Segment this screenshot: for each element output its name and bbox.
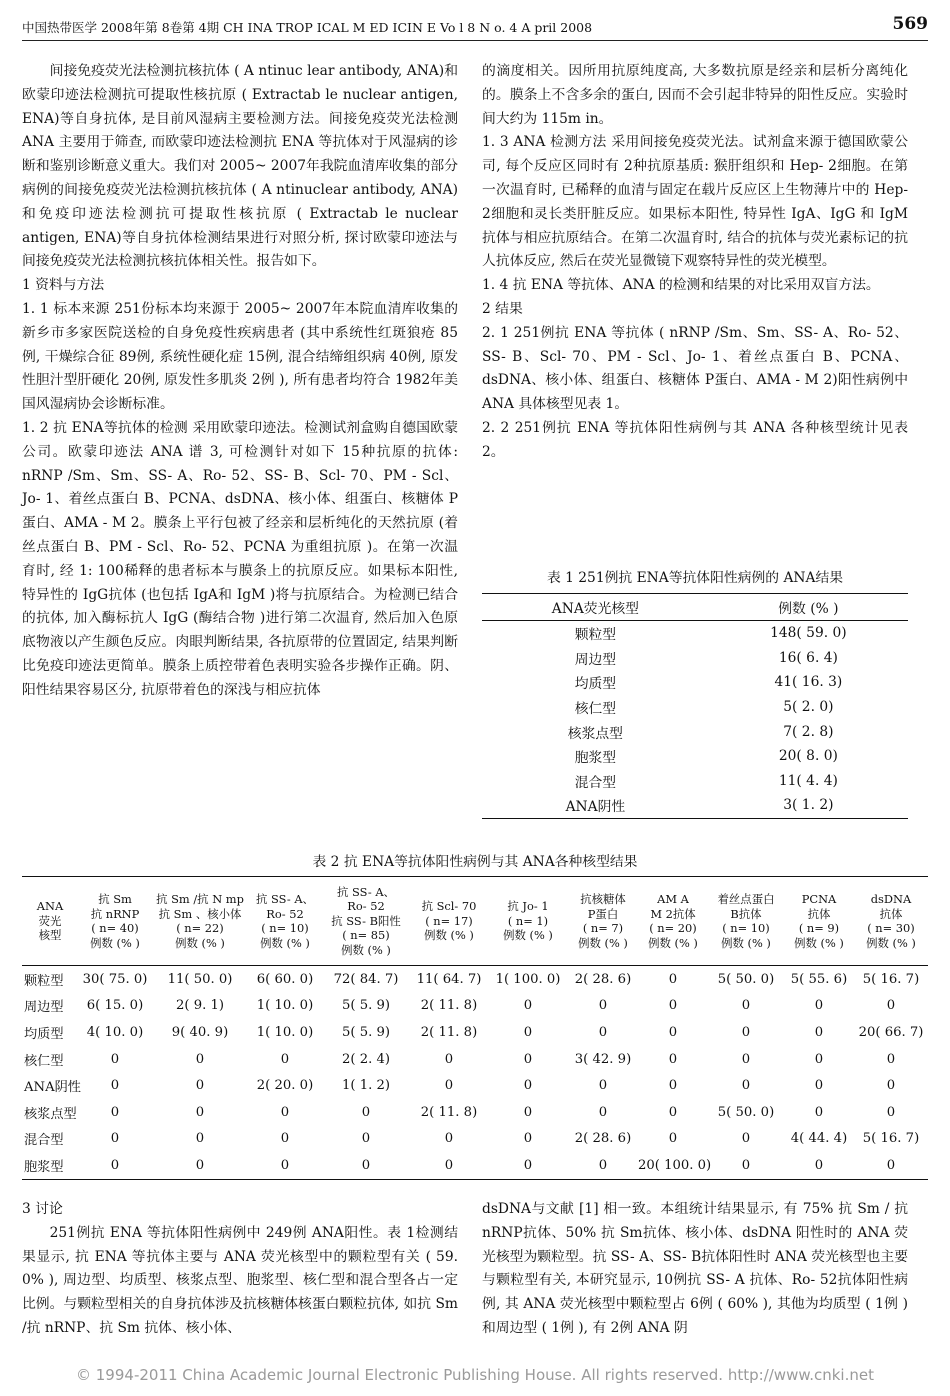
column-header: AM A M 2抗体 ( n= 20) 例数 (% ) [638,877,708,966]
column-header: dsDNA 抗体 ( n= 30) 例数 (% ) [854,877,928,966]
table-cell: 0 [668,998,678,1014]
table-cell: 0 [444,1078,454,1094]
table-cell: 5( 50. 0) [717,1104,775,1120]
table-row [22,1019,928,1046]
table-cell: 0 [110,1104,120,1120]
column-header: ANA 荧光 核型 [22,877,78,966]
table-cell: 0 [741,1157,751,1173]
table-cell: 核浆点型 [24,1106,77,1122]
table-cell: 0 [598,998,608,1014]
section-paragraph: 1. 4 抗 ENA 等抗体、ANA 的检测和结果的对比采用双盲方法。 [482,277,880,294]
table-cell: 11( 50. 0) [167,971,233,987]
table-cell: 1( 1. 2) [341,1078,391,1094]
section-paragraph: 3 讨论 [22,1201,63,1217]
table-cell: 5( 16. 7) [862,1131,920,1147]
table-cell: 0 [280,1131,290,1147]
table-cell: 2( 11. 8) [420,1024,478,1040]
table-cell: 0 [110,1131,120,1147]
table-cell: 0 [886,1157,896,1173]
table-cell: 0 [110,1078,120,1094]
section-paragraph: 1 资料与方法 [22,277,105,294]
table-cell: 0 [444,1051,454,1067]
table-cell: 周边型 [574,651,617,668]
section-paragraph: 2. 1 251例抗 ENA 等抗体 ( nRNP /Sm、Sm、SS- A、Ro- 52、SS- B、Scl- 70、PM - Scl、Jo- 1、着丝点蛋白 B、PCNA、dsDNA、核小体、组蛋白、核糖体 P蛋白、AMA - M 2)阳性病例中 ANA 具体核型见表 1。 [482,324,908,413]
column-header: ANA荧光核型 [482,594,709,621]
table-cell: 5( 55. 6) [790,971,848,987]
table-row [22,1152,928,1179]
table-cell: 20( 66. 7) [858,1024,924,1040]
header-journal-info: 中国热带医学 2008年第 8卷第 4期 CH INA TROP ICAL M ED ICIN E Vo l 8 N o. 4 A pril 2008 [22,20,593,35]
table-row [22,1126,928,1153]
table-cell: 0 [523,1157,533,1173]
table-row [22,1072,928,1099]
table-cell: 0 [886,1051,896,1067]
table-cell: 0 [741,998,751,1014]
section-paragraph: 1. 2 抗 ENA等抗体的检测 采用欧蒙印迹法。检测试剂盒购自德国欧蒙公司。欧蒙印迹法 ANA 谱 3, 可检测针对如下 15种抗原的抗体: nRNP /Sm、Sm、SS- A、Ro- 52、SS- B、Scl- 70、PM - Scl、Jo- 1、着丝点蛋白 B、PCNA、dsDNA、核小体、组蛋白、核糖体 P蛋白、AMA - M 2。膜条上平行包被了经亲和层析纯化的天然抗原 (着丝点蛋白 B、PM - Scl、Ro- 52、PCNA 为重组抗原 )。在第一次温育时, 经 1: 100稀释的患者标本与膜条上的抗原反应。如果标本阳性, 特异性的 IgG抗体 (也包括 IgA和 IgM )将与抗原结合。为检测已结合的抗体, 加入酶标抗人 IgG (酶结合物 )进行第二次温育, 然后加入色原底物液以产生颜色反应。肉眼判断结果, 各抗原带的位置固定, 结果判断比免疫印迹法更简单。膜条上质控带着色表明实验各步操作正确。阴、阳性结果容易区分, 抗原带着色的深浅与相应抗体 [22,419,458,698]
table-cell: 0 [523,998,533,1014]
table-cell: 2( 28. 6) [574,971,632,987]
table-cell: 0 [886,1078,896,1094]
table-cell: 0 [444,1157,454,1173]
table-cell: 混合型 [574,774,617,791]
table-cell: 0 [598,1157,608,1173]
table-cell: 胞浆型 [24,1159,64,1175]
running-header [22,14,928,41]
table-cell: 混合型 [24,1133,64,1149]
table-cell: 9( 40. 9) [171,1024,229,1040]
table-row [482,744,908,769]
table-cell: 0 [523,1104,533,1120]
section-paragraph: 1. 1 标本来源 251份标本均来源于 2005~ 2007年本院血清库收集的新乡市多家医院送检的自身免疫性疾病患者 (其中系统性红斑狼疮 85例, 干燥综合征 89例, 系统性硬化症 15例, 混合结缔组织病 40例, 原发性胆汁型肝硬化 20例, 原发性多肌炎 2例 ), 所有患者均符合 1982年美国风湿病协会诊断标准。 [22,300,458,413]
table-cell: 2( 11. 8) [420,1104,478,1120]
table-cell: 6( 60. 0) [256,971,314,987]
table-cell: 均质型 [24,1026,64,1042]
table-cell: 0 [668,1078,678,1094]
table2 [22,876,928,1180]
table-cell: ANA阴性 [565,799,626,816]
table-cell: 20( 8. 0) [778,748,838,765]
table-row [22,1099,928,1126]
table-cell: 11( 64. 7) [416,971,482,987]
table-cell: 0 [195,1131,205,1147]
column-header: 抗核糖体 P蛋白 ( n= 7) 例数 (% ) [568,877,638,966]
table-cell: 16( 6. 4) [778,649,838,666]
table-cell: 0 [280,1157,290,1173]
table-cell: 0 [886,1104,896,1120]
table-cell: 0 [741,1131,751,1147]
table-cell: 颗粒型 [574,627,617,644]
table-cell: 2( 2. 4) [341,1051,391,1067]
column-header: PCNA 抗体 ( n= 9) 例数 (% ) [784,877,854,966]
table-cell: 0 [814,1024,824,1040]
table-cell: 2( 9. 1) [175,998,225,1014]
table-cell: 0 [598,1104,608,1120]
table-cell: 4( 10. 0) [86,1024,144,1040]
table-cell: 11( 4. 4) [778,772,838,789]
table-cell: 0 [668,1104,678,1120]
table1-header-row [482,594,908,621]
table-cell: 0 [361,1104,371,1120]
column-header: 抗 Sm 抗 nRNP ( n= 40) 例数 (% ) [78,877,152,966]
table-cell: 0 [523,1024,533,1040]
table-cell: 0 [814,1078,824,1094]
table-cell: 41( 16. 3) [774,674,843,691]
column-header: 例数 (% ) [709,594,908,621]
section-paragraph: 2 结果 [482,300,523,317]
table-cell: 5( 2. 0) [783,699,834,716]
discussion-left-column [22,1198,458,1341]
table2-caption: 表 2 抗 ENA等抗体阳性病例与其 ANA各种核型结果 [312,854,638,870]
discussion-right-column [482,1198,908,1341]
table-cell: 0 [444,1131,454,1147]
table-cell: 0 [195,1157,205,1173]
table-cell: 0 [523,1078,533,1094]
table-cell: 3( 1. 2) [783,797,834,814]
table-cell: 颗粒型 [24,973,64,989]
copyright-footer: © 1994-2011 China Academic Journal Electronic Publishing House. All rights reserved. http://www.cnki.net [76,1366,874,1384]
table-row [22,966,928,993]
table-cell: 0 [668,1024,678,1040]
table-cell: 0 [598,1078,608,1094]
table-cell: 2( 28. 6) [574,1131,632,1147]
table-cell: 0 [741,1024,751,1040]
table-cell: 周边型 [24,1000,64,1016]
table-cell: 7( 2. 8) [783,723,834,740]
section-paragraph: 1. 3 ANA 检测方法 采用间接免疫荧光法。试剂盒来源于德国欧蒙公司, 每个反应区同时有 2种抗原基质: 猴肝组织和 Hep- 2细胞。在第一次温育时, 已稀释的血清与固定在载片反应区上生物薄片中的 Hep- 2细胞和灵长类肝脏反应。如果标本阳性, 特异性 IgA、IgG 和 IgM 抗体与相应抗原结合。在第二次温育时, 结合的抗体与荧光素标记的抗人抗体反应, 然后在荧光显微镜下观察特异性的荧光模型。 [482,134,908,270]
table-cell: 0 [814,1157,824,1173]
table-row [22,1046,928,1073]
table-cell: 0 [195,1051,205,1067]
column-header: 着丝点蛋白 B抗体 ( n= 10) 例数 (% ) [708,877,784,966]
table-cell: 0 [598,1024,608,1040]
table-cell: 0 [741,1051,751,1067]
table-cell: 1( 100. 0) [495,971,561,987]
table-cell: 5( 5. 9) [341,998,391,1014]
table-cell: 0 [814,1104,824,1120]
table-cell: 均质型 [574,676,617,693]
right-column [482,60,908,465]
table-row [482,695,908,720]
section-paragraph: 2. 2 251例抗 ENA 等抗体阳性病例与其 ANA 各种核型统计见表 2。 [482,419,908,460]
table-cell: 0 [110,1051,120,1067]
section-paragraph: 的滴度相关。因所用抗原纯度高, 大多数抗原是经亲和层析分离纯化的。膜条上不含多余的蛋白, 因而不会引起非特异的阳性反应。实验时间大约为 115m in。 [482,63,908,127]
table-cell: 胞浆型 [574,750,617,767]
table-cell: 0 [668,1051,678,1067]
table-cell: 5( 5. 9) [341,1024,391,1040]
table-cell: 72( 84. 7) [333,971,399,987]
table-cell: 1( 10. 0) [256,998,314,1014]
table-cell: 6( 15. 0) [86,998,144,1014]
table2-header-row [22,877,928,966]
table1-body [482,621,908,819]
table-cell: 0 [668,1131,678,1147]
table-cell: 0 [523,1131,533,1147]
column-header: 抗 SS- A、 Ro- 52 ( n= 10) 例数 (% ) [248,877,322,966]
left-column [22,60,458,703]
table-cell: 2( 20. 0) [256,1078,314,1094]
table-cell: 5( 50. 0) [717,971,775,987]
table-row [482,621,908,646]
table-cell: 0 [668,971,678,987]
table-cell: 0 [280,1104,290,1120]
table-cell: 20( 100. 0) [638,1157,712,1173]
table-cell: 0 [814,1051,824,1067]
table-cell: 核浆点型 [567,725,623,742]
table-cell: 0 [886,998,896,1014]
table-cell: 0 [361,1157,371,1173]
table-cell: 0 [361,1131,371,1147]
table-cell: ANA阴性 [24,1080,81,1096]
column-header: 抗 Scl- 70 ( n= 17) 例数 (% ) [410,877,488,966]
body-paragraph: 251例抗 ENA 等抗体阳性病例中 249例 ANA阳性。表 1检测结果显示, 抗 ENA 等抗体主要与 ANA 荧光核型中的颗粒型有关 ( 59. 0% ), 周边型、均质型、核浆点型、胞浆型、核仁型和混合型各占一定比例。与颗粒型相关的自身抗体涉及抗核糖体核蛋白颗粒抗体, 如抗 Sm /抗 nRNP、抗 Sm 抗体、核小体、 [22,1224,458,1336]
column-header: 抗 SS- A、 Ro- 52 抗 SS- B阳性 ( n= 85) 例数 (% ) [322,877,410,966]
table-row [482,670,908,695]
table1-caption: 表 1 251例抗 ENA等抗体阳性病例的 ANA结果 [546,570,844,586]
table-cell: 0 [195,1078,205,1094]
table-cell: 0 [523,1051,533,1067]
table-cell: 0 [814,998,824,1014]
table-cell: 2( 11. 8) [420,998,478,1014]
column-header: 抗 Sm /抗 N mp 抗 Sm 、核小体 ( n= 22) 例数 (% ) [152,877,248,966]
table1 [482,593,908,819]
table-row [22,993,928,1020]
table-row [482,793,908,818]
body-paragraph: 间接免疫荧光法检测抗核抗体 ( A ntinuc lear antibody, ANA)和欧蒙印迹法检测抗可提取性核抗原 ( Extractab le nuclear antigen, ENA)等自身抗体, 是目前风湿病主要检测方法。间接免疫荧光法检测 ANA 主要用于筛查, 而欧蒙印迹法检测抗 ENA 等抗体对于风湿病的诊断和鉴别诊断意义重大。我们对 2005~ 2007年我院血清库收集的部分病例的间接免疫荧光法检测抗核抗体 ( A ntinuclear antibody, ANA)和免疫印迹法检测抗可提取性核抗原 ( Extractab le nuclear antigen, ENA)等自身抗体检测结果进行对照分析, 探讨欧蒙印迹法与间接免疫荧光法检测抗核抗体相关性。报告如下。 [22,63,458,270]
table-cell: 148( 59. 0) [770,625,847,642]
table-cell: 0 [195,1104,205,1120]
table2-body [22,966,928,1180]
table-cell: 3( 42. 9) [574,1051,632,1067]
column-header: 抗 Jo- 1 ( n= 1) 例数 (% ) [488,877,568,966]
page-number: 569 [892,14,928,34]
table-row [482,769,908,794]
table-cell: 核仁型 [574,701,617,718]
table-cell: 5( 16. 7) [862,971,920,987]
table-cell: 核仁型 [24,1053,64,1069]
table-cell: 0 [741,1078,751,1094]
table-row [482,719,908,744]
section-paragraph: dsDNA与文献 [1] 相一致。本组统计结果显示, 有 75% 抗 Sm / 抗 nRNP抗体、50% 抗 Sm抗体、核小体、dsDNA 阳性时的 ANA 荧光核型为颗粒型。抗 SS- A、SS- B抗体阳性时 ANA 荧光核型也主要与颗粒型有关, 本研究显示, 10例抗 SS- A 抗体、Ro- 52抗体阳性病例, 其 ANA 荧光核型中颗粒型占 6例 ( 60% ), 其他为均质型 ( 1例 )和周边型 ( 1例 ), 有 2例 ANA 阴 [482,1201,908,1336]
table-cell: 4( 44. 4) [790,1131,848,1147]
table-cell: 0 [280,1051,290,1067]
table-cell: 30( 75. 0) [82,971,148,987]
table-cell: 0 [110,1157,120,1173]
table-cell: 1( 10. 0) [256,1024,314,1040]
table-row [482,646,908,671]
